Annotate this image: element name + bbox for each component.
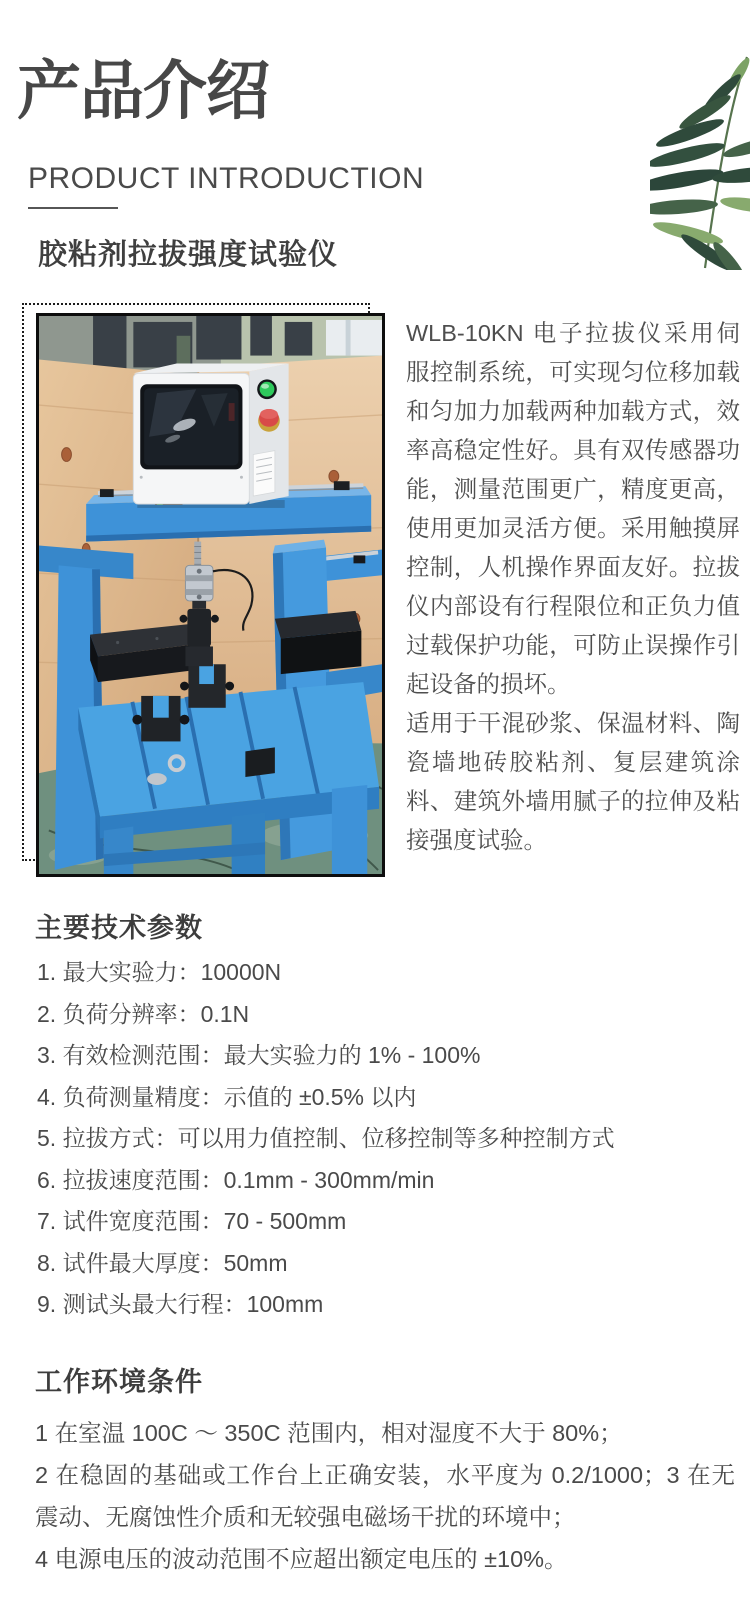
page-subtitle: PRODUCT INTRODUCTION [28,162,425,195]
environment-item: 2 在稳固的基础或工作台上正确安装，水平度为 0.2/1000；3 在无震动、无腐蚀性介质和无较强电磁场干扰的环境中； [35,1462,735,1530]
product-photo-illustration [39,316,382,874]
page-title: 产品介绍 [17,55,269,127]
intro-paragraph-2: 适用于干混砂浆、保温材料、陶瓷墙地砖胶粘剂、复层建筑涂料、建筑外墙用腻子的拉伸及粘接强度试验。 [406,710,740,853]
intro-text [406,314,740,860]
product-photo [36,313,385,877]
tech-params-heading: 主要技术参数 [35,913,203,943]
tech-params-list [37,952,615,1326]
tech-param-item: 1. 最大实验力：10000N [37,959,282,985]
touch-screen [140,384,242,469]
subtitle-underline-divider [28,207,118,209]
palm-leaf-icon [650,55,750,270]
environment-item: 1 在室温 100C ～ 350C 范围内，相对湿度不大于 80%； [35,1420,623,1446]
tech-param-item: 8. 试件最大厚度：50mm [37,1249,288,1276]
tech-param-item: 6. 拉拔速度范围：0.1mm - 300mm/min [37,1166,435,1193]
environment-item: 4 电源电压的波动范围不应超出额定电压的 ±10%。 [35,1546,568,1572]
intro-paragraph-1: WLB-10KN 电子拉拔仪采用伺服控制系统，可实现匀位移加载和匀加力加载两种加载方式，效率高稳定性好。具有双传感器功能，测量范围更广，精度更高，使用更加灵活方便。采用触摸屏控制，人机操作界面友好。拉拔仪内部设有行程限位和正负力值过载保护功能，可防止误操作引起设备的损坏。 [406,320,740,697]
tech-param-item: 2. 负荷分辨率：0.1N [37,1000,250,1027]
tech-param-item: 3. 有效检测范围：最大实验力的 1% - 100% [37,1042,481,1068]
tech-param-item: 9. 测试头最大行程：100mm [37,1291,324,1317]
tech-param-item: 7. 试件宽度范围：70 - 500mm [37,1208,347,1234]
spec-label [253,451,275,497]
environment-list [35,1412,735,1580]
control-box [133,363,288,507]
tech-param-item: 4. 负荷测量精度：示值的 ±0.5% 以内 [37,1083,417,1110]
tech-param-item: 5. 拉拔方式：可以用力值控制、位移控制等多种控制方式 [37,1125,615,1151]
environment-heading: 工作环境条件 [35,1367,203,1397]
emergency-stop-button [258,409,280,432]
start-button [257,379,277,399]
product-name-heading: 胶粘剂拉拔强度试验仪 [38,239,339,271]
